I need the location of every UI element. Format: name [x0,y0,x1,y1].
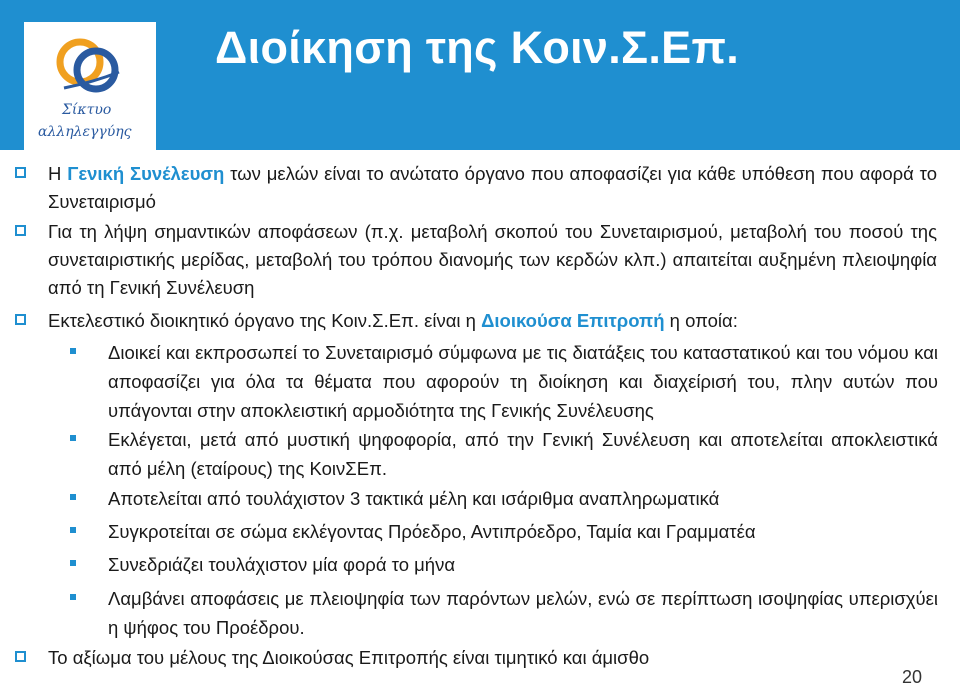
bullet-honorary-position: Το αξίωμα του μέλους της Διοικούσας Επιτροπής είναι τιμητικό και άμισθο [15,644,937,672]
small-square-bullet-icon [70,494,76,500]
sub-bullet-constitutes: Συγκροτείται σε σώμα εκλέγοντας Πρόεδρο, Αντιπρόεδρο, Ταμία και Γραμματέα [70,517,938,546]
square-bullet-icon [15,167,26,178]
logo-icon [24,22,156,150]
square-bullet-icon [15,651,26,662]
small-square-bullet-icon [70,348,76,354]
logo [24,22,156,150]
page-number: 20 [901,667,922,687]
slide-title: Διοίκηση της Κοιν.Σ.Επ. [215,22,740,73]
sub-bullet-meets: Συνεδριάζει τουλάχιστον μία φορά το μήνα [70,550,938,579]
small-square-bullet-icon [70,435,76,441]
highlight-text: Γενική Συνέλευση [67,163,225,184]
square-bullet-icon [15,225,26,236]
bullet-executive-body: Εκτελεστικό διοικητικό όργανο της Κοιν.Σ.Επ. είναι η Διοικούσα Επιτροπή η οποία: [15,307,937,335]
small-square-bullet-icon [70,527,76,533]
svg-text:Σίκτυο: Σίκτυο [62,102,112,118]
bullet-major-decisions: Για τη λήψη σημαντικών αποφάσεων (π.χ. μεταβολή σκοπού του Συνεταιρισμού, μεταβολή του ποσού της συνεταιριστικής μερίδας, μεταβολή του τρόπου διανομής των κερδών κλπ.) απαιτείται αυξημένη πλειοψηφία από τη Γενική Συνέλευση [15,218,937,302]
bullet-general-assembly: Η Γενική Συνέλευση των μελών είναι το ανώτατο όργανο που αποφασίζει για κάθε υπόθεση που αφορά το Συνεταιρισμό [15,160,937,216]
square-bullet-icon [15,314,26,325]
small-square-bullet-icon [70,560,76,566]
sub-bullet-elected: Εκλέγεται, μετά από μυστική ψηφοφορία, από την Γενική Συνέλευση και αποτελείται αποκλειστικά από μέλη (εταίρους) της ΚοινΣΕπ. [70,425,938,483]
sub-bullet-decisions: Λαμβάνει αποφάσεις με πλειοψηφία των παρόντων μελών, ενώ σε περίπτωση ισοψηφίας υπερισχύει η ψήφος του Προέδρου. [70,584,938,642]
sub-bullet-members: Αποτελείται από τουλάχιστον 3 τακτικά μέλη και ισάριθμα αναπληρωματικά [70,484,938,513]
small-square-bullet-icon [70,594,76,600]
svg-text:αλληλεγγύης: αλληλεγγύης [38,124,132,140]
highlight-text: Διοικούσα Επιτροπή [481,310,665,331]
sub-bullet-governs: Διοικεί και εκπροσωπεί το Συνεταιρισμό σύμφωνα με τις διατάξεις του καταστατικού και του νόμου και αποφασίζει για όλα τα θέματα που αφορούν τη διοίκηση και διαχείρισή του, πλην αυτών που υπάγονται στην αποκλειστική αρμοδιότητα της Γενικής Συνέλευσης [70,338,938,425]
